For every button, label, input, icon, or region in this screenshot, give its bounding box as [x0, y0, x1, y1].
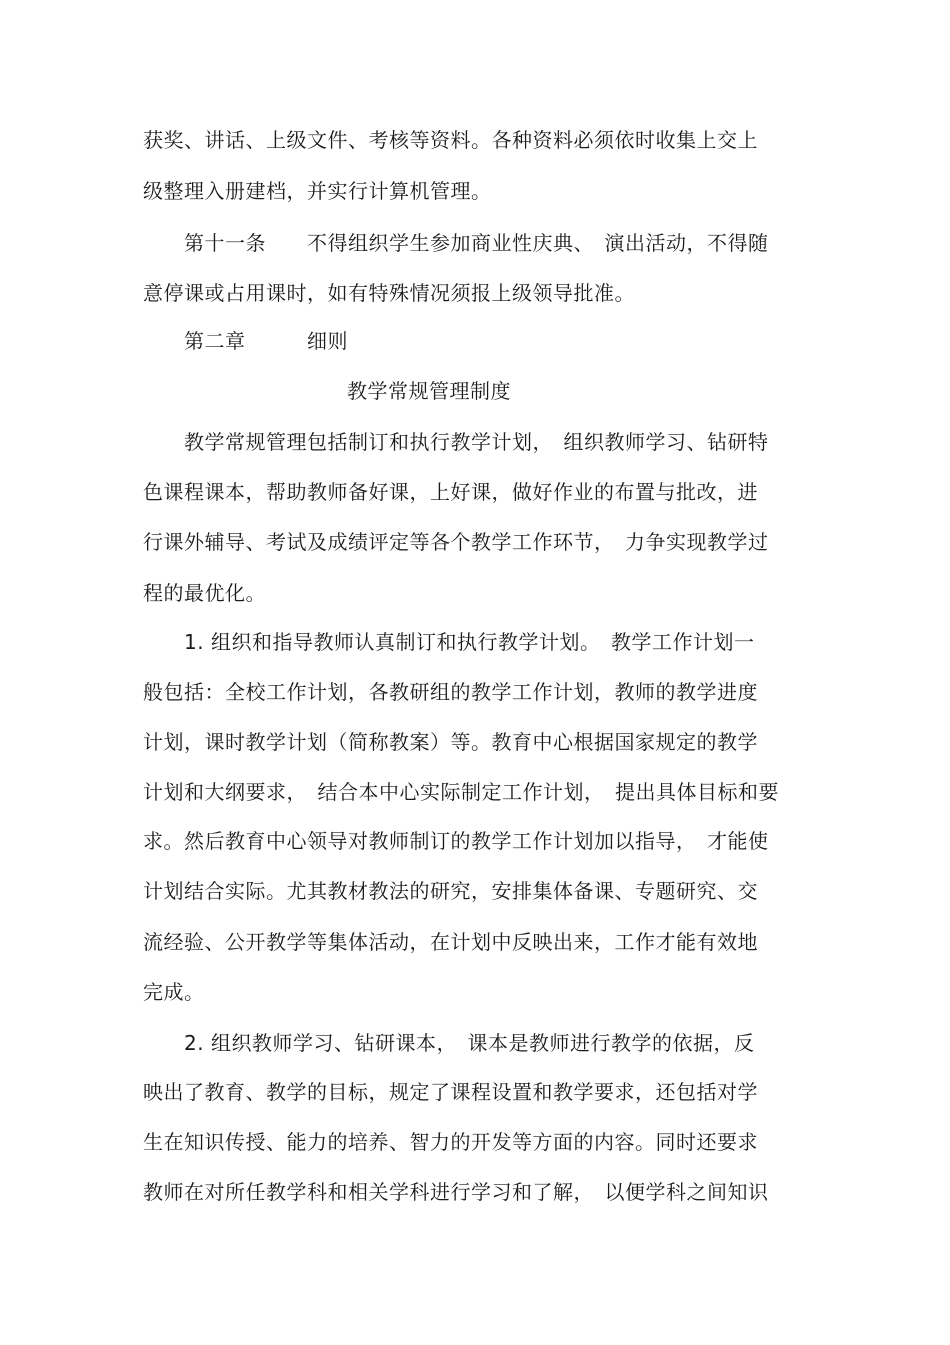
- text-line: 计划，课时教学计划（简称教案）等。教育中心根据国家规定的教学: [143, 730, 758, 754]
- text-line: 求。然后教育中心领导对教师制订的教学工作计划加以指导， 才能使: [143, 829, 769, 853]
- text-line: 行课外辅导、考试及成绩评定等各个教学工作环节， 力争实现教学过: [143, 530, 769, 554]
- text-line: 教师在对所任教学科和相关学科进行学习和了解， 以便学科之间知识: [143, 1180, 769, 1204]
- chapter-heading: 第二章 细则: [143, 329, 348, 353]
- text-line: 程的最优化。: [143, 581, 266, 605]
- text-line: 获奖、讲话、上级文件、考核等资料。各种资料必须依时收集上交上: [143, 128, 758, 152]
- text-line: 般包括：全校工作计划，各教研组的教学工作计划，教师的教学进度: [143, 680, 758, 704]
- text-line: 完成。: [143, 980, 205, 1004]
- text-line: 流经验、公开教学等集体活动，在计划中反映出来，工作才能有效地: [143, 930, 758, 954]
- text-line: 2. 组织教师学习、钻研课本， 课本是教师进行教学的依据，反: [143, 1031, 755, 1055]
- text-line: 生在知识传授、能力的培养、智力的开发等方面的内容。同时还要求: [143, 1130, 758, 1154]
- text-line: 计划结合实际。尤其教材教法的研究，安排集体备课、专题研究、交: [143, 879, 758, 903]
- text-line: 级整理入册建档，并实行计算机管理。: [143, 179, 492, 203]
- text-line: 1. 组织和指导教师认真制订和执行教学计划。 教学工作计划一: [143, 630, 755, 654]
- text-line: 映出了教育、教学的目标，规定了课程设置和教学要求，还包括对学: [143, 1080, 758, 1104]
- text-line: 意停课或占用课时，如有特殊情况须报上级领导批准。: [143, 281, 635, 305]
- text-line: 计划和大纲要求， 结合本中心实际制定工作计划， 提出具体目标和要: [143, 780, 779, 804]
- text-line: 色课程课本，帮助教师备好课，上好课，做好作业的布置与批改，进: [143, 480, 758, 504]
- section-title: 教学常规管理制度: [347, 379, 511, 403]
- text-line: 第十一条 不得组织学生参加商业性庆典、 演出活动，不得随: [143, 231, 769, 255]
- text-line: 教学常规管理包括制订和执行教学计划， 组织教师学习、钻研特: [143, 430, 769, 454]
